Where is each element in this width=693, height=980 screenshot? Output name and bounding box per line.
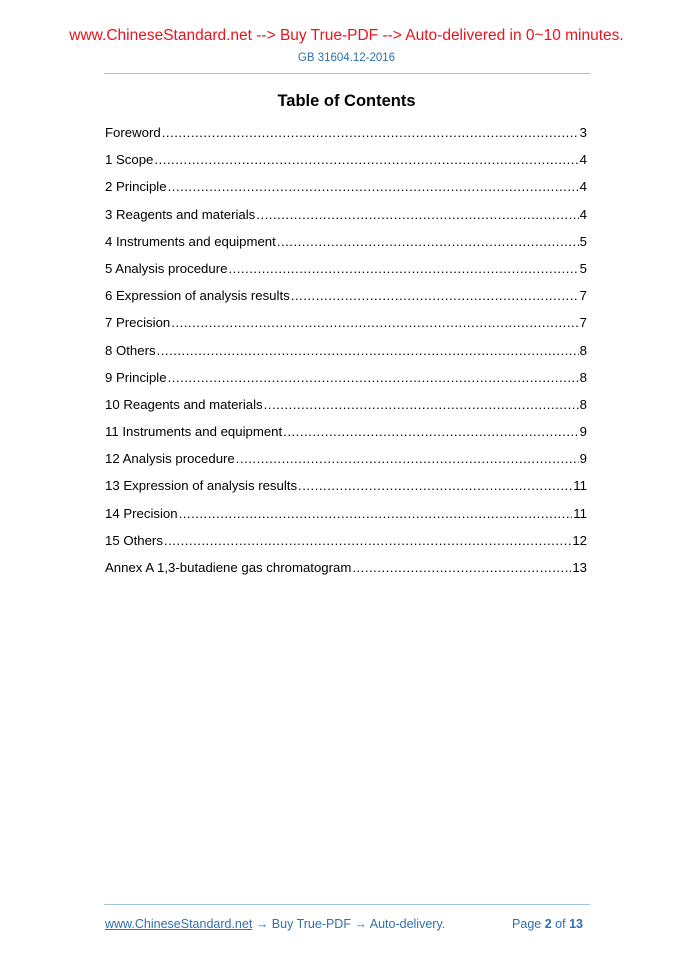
toc-entry-label: 4 Instruments and equipment xyxy=(105,233,276,249)
arrow-right-icon: → xyxy=(354,917,367,931)
toc-entry-page: 11 xyxy=(573,478,587,494)
page-current: 2 xyxy=(544,917,552,931)
toc-leader-dots xyxy=(179,506,573,521)
toc-entry-label: 1 Scope xyxy=(105,152,154,168)
page-prefix: Page xyxy=(512,917,542,931)
toc-entry[interactable] xyxy=(105,424,587,451)
toc-entry-label: 2 Principle xyxy=(105,179,167,195)
toc-entry-label: 6 Expression of analysis results xyxy=(105,288,290,304)
page-number xyxy=(512,917,583,931)
toc-entry-label: 7 Precision xyxy=(105,315,171,331)
toc-leader-dots xyxy=(157,343,579,358)
toc-entry[interactable] xyxy=(105,397,587,424)
toc-entry-page: 7 xyxy=(579,315,587,331)
toc-entry[interactable] xyxy=(105,261,587,288)
toc-entry-page: 12 xyxy=(572,532,587,548)
toc-entry-page: 4 xyxy=(579,179,587,195)
toc-leader-dots xyxy=(291,288,579,303)
toc-entry[interactable] xyxy=(105,234,587,261)
toc-entry-label: 11 Instruments and equipment xyxy=(105,424,283,440)
toc-entry[interactable] xyxy=(105,152,587,179)
toc-leader-dots xyxy=(283,424,578,439)
toc-entry-page: 7 xyxy=(579,288,587,304)
toc-entry-label: 12 Analysis procedure xyxy=(105,451,235,467)
toc-entry[interactable] xyxy=(105,179,587,206)
toc-leader-dots xyxy=(164,533,571,548)
header-divider xyxy=(104,73,590,74)
toc-entry[interactable] xyxy=(105,533,587,560)
footer-delivery-text: Auto-delivery. xyxy=(369,917,446,931)
toc-entry-label: 9 Principle xyxy=(105,369,167,385)
toc-entry-page: 8 xyxy=(579,396,587,412)
footer-promo xyxy=(105,917,445,931)
toc-entry-page: 4 xyxy=(579,152,587,168)
toc-leader-dots xyxy=(277,234,579,249)
toc-leader-dots xyxy=(162,125,579,140)
toc-entry-label: 10 Reagents and materials xyxy=(105,396,263,412)
toc-leader-dots xyxy=(256,207,578,222)
toc-entry[interactable] xyxy=(105,370,587,397)
toc-entry-label: 3 Reagents and materials xyxy=(105,206,256,222)
toc-leader-dots xyxy=(171,315,578,330)
toc-entry-page: 8 xyxy=(579,342,587,358)
toc-entry-page: 9 xyxy=(579,451,587,467)
toc-entry[interactable] xyxy=(105,451,587,478)
toc-entry-page: 13 xyxy=(572,560,587,575)
toc-entry-label: Annex A 1,3-butadiene gas chromatogram xyxy=(105,560,352,575)
toc-leader-dots xyxy=(236,451,579,466)
toc-entry[interactable] xyxy=(105,560,587,587)
table-of-contents xyxy=(105,125,587,587)
toc-entry[interactable] xyxy=(105,506,587,533)
toc-entry[interactable] xyxy=(105,288,587,315)
page-total: 13 xyxy=(569,917,583,931)
toc-entry-page: 3 xyxy=(579,125,587,140)
toc-entry-page: 5 xyxy=(579,260,587,276)
footer-site-link[interactable]: www.ChineseStandard.net xyxy=(105,917,253,931)
page-of: of xyxy=(555,917,566,931)
standard-code: GB 31604.12-2016 xyxy=(297,52,396,64)
toc-entry-label: 5 Analysis procedure xyxy=(105,260,228,276)
footer-divider xyxy=(104,904,590,905)
toc-entry-page: 11 xyxy=(573,505,587,521)
toc-entry[interactable] xyxy=(105,125,587,152)
toc-entry-page: 5 xyxy=(579,233,587,249)
toc-leader-dots xyxy=(168,370,579,385)
toc-entry-label: 15 Others xyxy=(105,532,163,548)
toc-entry-label: Foreword xyxy=(105,125,161,140)
toc-entry-label: 13 Expression of analysis results xyxy=(105,478,298,494)
toc-leader-dots xyxy=(228,261,578,276)
promo-banner[interactable]: www.ChineseStandard.net --> Buy True-PDF --> Auto-delivered in 0~10 minutes. xyxy=(69,27,624,44)
toc-entry-label: 14 Precision xyxy=(105,505,178,521)
toc-leader-dots xyxy=(298,478,572,493)
toc-leader-dots xyxy=(154,152,578,167)
toc-title: Table of Contents xyxy=(277,92,416,110)
toc-entry[interactable] xyxy=(105,343,587,370)
toc-entry[interactable] xyxy=(105,315,587,342)
arrow-right-icon: → xyxy=(255,917,269,931)
toc-entry-page: 4 xyxy=(579,206,587,222)
toc-entry-label: 8 Others xyxy=(105,342,156,358)
toc-leader-dots xyxy=(264,397,579,412)
toc-entry[interactable] xyxy=(105,478,587,505)
toc-leader-dots xyxy=(168,179,579,194)
toc-entry[interactable] xyxy=(105,207,587,234)
toc-entry-page: 8 xyxy=(579,369,587,385)
footer-buy-text: Buy True-PDF xyxy=(271,917,351,931)
toc-leader-dots xyxy=(352,560,571,575)
toc-entry-page: 9 xyxy=(579,424,587,440)
